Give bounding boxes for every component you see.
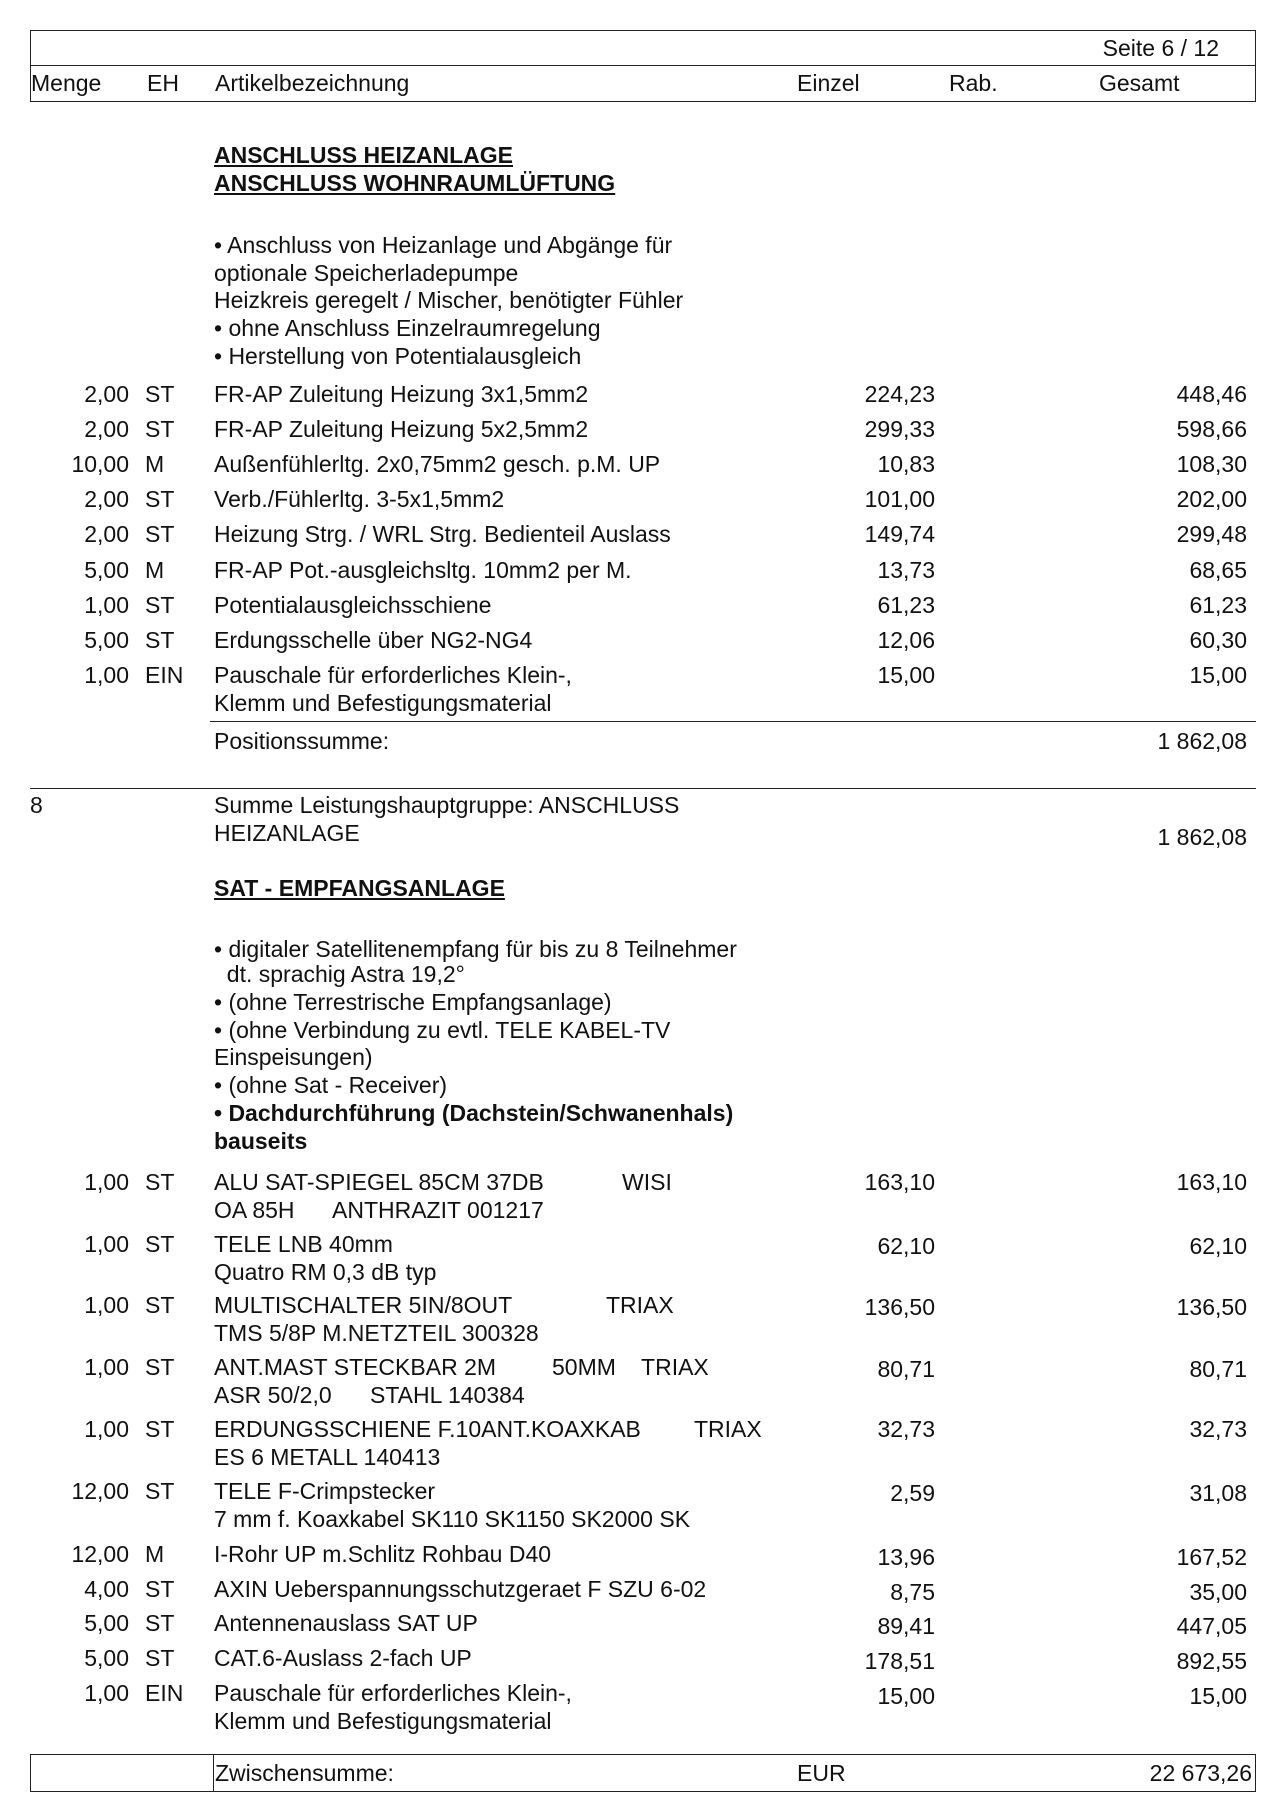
- note-line: • (ohne Verbindung zu evtl. TELE KABEL-TV: [214, 1017, 671, 1043]
- item-qty: 5,00: [84, 1645, 129, 1671]
- item-total: 68,65: [1189, 557, 1247, 583]
- item-total: 136,50: [1176, 1294, 1247, 1320]
- note-line: Heizkreis geregelt / Mischer, benötigter Fühler: [214, 287, 684, 313]
- item-qty: 5,00: [84, 557, 129, 583]
- item-description: Außenfühlerltg. 2x0,75mm2 gesch. p.M. UP: [214, 451, 661, 477]
- item-qty: 1,00: [84, 662, 129, 688]
- item-description: Pauschale für erforderliches Klein-,: [214, 662, 572, 688]
- item-total: 299,48: [1176, 521, 1247, 547]
- item-unit: ST: [145, 1478, 175, 1504]
- item-description-line-2b: ANTHRAZIT 001217: [332, 1197, 544, 1223]
- item-qty: 2,00: [84, 381, 129, 407]
- item-unit: ST: [145, 1576, 175, 1602]
- item-description: Verb./Fühlerltg. 3-5x1,5mm2: [214, 486, 505, 512]
- item-description: ANT.MAST STECKBAR 2M: [214, 1354, 497, 1380]
- item-price: 62,10: [877, 1233, 935, 1259]
- item-description: FR-AP Pot.-ausgleichsltg. 10mm2 per M.: [214, 557, 632, 583]
- item-qty: 10,00: [71, 451, 129, 477]
- item-qty: 2,00: [84, 486, 129, 512]
- col-header-total: Gesamt: [1099, 70, 1180, 96]
- page-number: Seite 6 / 12: [1102, 35, 1219, 61]
- col-header-description: Artikelbezeichnung: [215, 70, 410, 96]
- position-sum-rule: [210, 721, 1256, 722]
- note-line: optionale Speicherladepumpe: [214, 260, 519, 286]
- item-qty: 4,00: [84, 1576, 129, 1602]
- item-price: 15,00: [877, 1683, 935, 1709]
- item-description: MULTISCHALTER 5IN/8OUT: [214, 1292, 513, 1318]
- item-total: 202,00: [1176, 486, 1247, 512]
- item-total: 447,05: [1176, 1613, 1247, 1639]
- item-description: ERDUNGSSCHIENE F.10ANT.KOAXKAB: [214, 1416, 641, 1442]
- item-description: Erdungsschelle über NG2-NG4: [214, 627, 533, 653]
- item-total: 80,71: [1189, 1356, 1247, 1382]
- item-qty: 2,00: [84, 521, 129, 547]
- item-price: 101,00: [864, 486, 935, 512]
- item-description: ALU SAT-SPIEGEL 85CM 37DB: [214, 1169, 544, 1195]
- item-manufacturer: TRIAX: [694, 1416, 762, 1442]
- col-header-discount: Rab.: [949, 70, 998, 96]
- subtotal-currency: EUR: [797, 1760, 846, 1786]
- item-qty: 1,00: [84, 1680, 129, 1706]
- note-line: • Herstellung von Potentialausgleich: [214, 343, 582, 369]
- note-line: Einspeisungen): [214, 1044, 373, 1070]
- item-manufacturer: 50MM TRIAX: [552, 1354, 709, 1380]
- section-heading-sat: SAT - EMPFANGSANLAGE: [214, 875, 505, 901]
- group-sum-value: 1 862,08: [1157, 824, 1247, 850]
- col-header-unit: EH: [147, 70, 179, 96]
- item-description: I-Rohr UP m.Schlitz Rohbau D40: [214, 1541, 552, 1567]
- item-total: 62,10: [1189, 1233, 1247, 1259]
- item-total: 60,30: [1189, 627, 1247, 653]
- item-unit: ST: [145, 1645, 175, 1671]
- note-line-bold: • Dachdurchführung (Dachstein/Schwanenhals): [214, 1100, 734, 1126]
- header-box: [30, 30, 1256, 102]
- item-price: 136,50: [864, 1294, 935, 1320]
- item-unit: EIN: [145, 1680, 184, 1706]
- note-line-bold: bauseits: [214, 1128, 308, 1154]
- item-description-line-2: Klemm und Befestigungsmaterial: [214, 690, 552, 716]
- item-unit: ST: [145, 416, 175, 442]
- item-qty: 5,00: [84, 627, 129, 653]
- note-line: • digitaler Satellitenempfang für bis zu 8 Teilnehmer: [214, 936, 737, 962]
- item-price: 32,73: [877, 1416, 935, 1442]
- item-unit: ST: [145, 486, 175, 512]
- col-header-price: Einzel: [797, 70, 860, 96]
- section-heading-heating: ANSCHLUSS HEIZANLAGE: [214, 142, 514, 168]
- item-unit: M: [145, 451, 165, 477]
- item-total: 163,10: [1176, 1169, 1247, 1195]
- item-total: 598,66: [1176, 416, 1247, 442]
- item-price: 299,33: [864, 416, 935, 442]
- item-total: 15,00: [1189, 662, 1247, 688]
- item-qty: 5,00: [84, 1610, 129, 1636]
- item-manufacturer: WISI: [622, 1169, 672, 1195]
- item-total: 167,52: [1176, 1544, 1247, 1570]
- note-line: • ohne Anschluss Einzelraumregelung: [214, 315, 601, 341]
- item-total: 35,00: [1189, 1579, 1247, 1605]
- item-unit: ST: [145, 1292, 175, 1318]
- item-manufacturer: TRIAX: [606, 1292, 674, 1318]
- note-line: dt. sprachig Astra 19,2°: [214, 961, 465, 987]
- item-description-line-2: Klemm und Befestigungsmaterial: [214, 1708, 552, 1734]
- item-unit: ST: [145, 1231, 175, 1257]
- item-qty: 1,00: [84, 1231, 129, 1257]
- item-price: 13,96: [877, 1544, 935, 1570]
- item-unit: M: [145, 1541, 165, 1567]
- item-total: 892,55: [1176, 1648, 1247, 1674]
- item-unit: ST: [145, 592, 175, 618]
- col-header-qty: Menge: [31, 70, 102, 96]
- item-description-line-2: ASR 50/2,0: [214, 1382, 332, 1408]
- item-description-line-2: ES 6 METALL 140413: [214, 1444, 441, 1470]
- subtotal-label: Zwischensumme:: [215, 1760, 394, 1786]
- item-price: 80,71: [877, 1356, 935, 1382]
- item-unit: ST: [145, 1610, 175, 1636]
- item-unit: ST: [145, 521, 175, 547]
- item-unit: ST: [145, 1169, 175, 1195]
- item-total: 448,46: [1176, 381, 1247, 407]
- item-description: Heizung Strg. / WRL Strg. Bedienteil Auslass: [214, 521, 671, 547]
- item-qty: 1,00: [84, 1354, 129, 1380]
- note-line: • Anschluss von Heizanlage und Abgänge für: [214, 232, 673, 258]
- item-qty: 1,00: [84, 592, 129, 618]
- item-price: 89,41: [877, 1613, 935, 1639]
- item-qty: 12,00: [71, 1478, 129, 1504]
- item-unit: ST: [145, 627, 175, 653]
- item-price: 2,59: [890, 1480, 935, 1506]
- section-heading-ventilation: ANSCHLUSS WOHNRAUMLÜFTUNG: [214, 170, 616, 196]
- item-price: 149,74: [864, 521, 935, 547]
- item-price: 8,75: [890, 1579, 935, 1605]
- item-total: 32,73: [1189, 1416, 1247, 1442]
- item-total: 108,30: [1176, 451, 1247, 477]
- subtotal-value: 22 673,26: [1149, 1760, 1252, 1786]
- group-number: 8: [30, 792, 43, 818]
- item-description: TELE F-Crimpstecker: [214, 1478, 436, 1504]
- subtotal-box: [30, 1754, 1256, 1792]
- note-line: • (ohne Terrestrische Empfangsanlage): [214, 989, 612, 1015]
- item-price: 163,10: [864, 1169, 935, 1195]
- item-description-line-2: OA 85H: [214, 1197, 295, 1223]
- item-description: TELE LNB 40mm: [214, 1231, 393, 1257]
- item-description: FR-AP Zuleitung Heizung 5x2,5mm2: [214, 416, 589, 442]
- item-description-line-2: TMS 5/8P M.NETZTEIL 300328: [214, 1320, 539, 1346]
- position-sum-label: Positionssumme:: [214, 728, 390, 754]
- header-divider: [31, 65, 1255, 66]
- position-sum-value: 1 862,08: [1157, 728, 1247, 754]
- item-price: 13,73: [877, 557, 935, 583]
- item-description-line-2b: STAHL 140384: [370, 1382, 525, 1408]
- item-description: Antennenauslass SAT UP: [214, 1610, 478, 1636]
- item-unit: ST: [145, 1354, 175, 1380]
- item-description: CAT.6-Auslass 2-fach UP: [214, 1645, 472, 1671]
- item-description-line-2: 7 mm f. Koaxkabel SK110 SK1150 SK2000 SK: [214, 1506, 691, 1532]
- item-qty: 2,00: [84, 416, 129, 442]
- item-price: 15,00: [877, 662, 935, 688]
- item-qty: 1,00: [84, 1292, 129, 1318]
- item-qty: 1,00: [84, 1416, 129, 1442]
- item-unit: ST: [145, 1416, 175, 1442]
- item-description: Pauschale für erforderliches Klein-,: [214, 1680, 572, 1706]
- item-unit: ST: [145, 381, 175, 407]
- item-unit: M: [145, 557, 165, 583]
- item-description: AXIN Ueberspannungsschutzgeraet F SZU 6-02: [214, 1576, 707, 1602]
- item-price: 224,23: [864, 381, 935, 407]
- item-total: 31,08: [1189, 1480, 1247, 1506]
- item-description: FR-AP Zuleitung Heizung 3x1,5mm2: [214, 381, 589, 407]
- group-sum-label-2: HEIZANLAGE: [214, 820, 360, 846]
- item-qty: 1,00: [84, 1169, 129, 1195]
- item-total: 61,23: [1189, 592, 1247, 618]
- item-qty: 12,00: [71, 1541, 129, 1567]
- item-unit: EIN: [145, 662, 184, 688]
- note-line: • (ohne Sat - Receiver): [214, 1072, 448, 1098]
- group-sum-rule: [30, 788, 1256, 789]
- item-price: 10,83: [877, 451, 935, 477]
- item-total: 15,00: [1189, 1683, 1247, 1709]
- item-price: 178,51: [864, 1648, 935, 1674]
- item-price: 61,23: [877, 592, 935, 618]
- group-sum-label: Summe Leistungshauptgruppe: ANSCHLUSS: [214, 792, 680, 818]
- subtotal-divider: [213, 1755, 214, 1791]
- item-description-line-2: Quatro RM 0,3 dB typ: [214, 1259, 437, 1285]
- item-description: Potentialausgleichsschiene: [214, 592, 492, 618]
- item-price: 12,06: [877, 627, 935, 653]
